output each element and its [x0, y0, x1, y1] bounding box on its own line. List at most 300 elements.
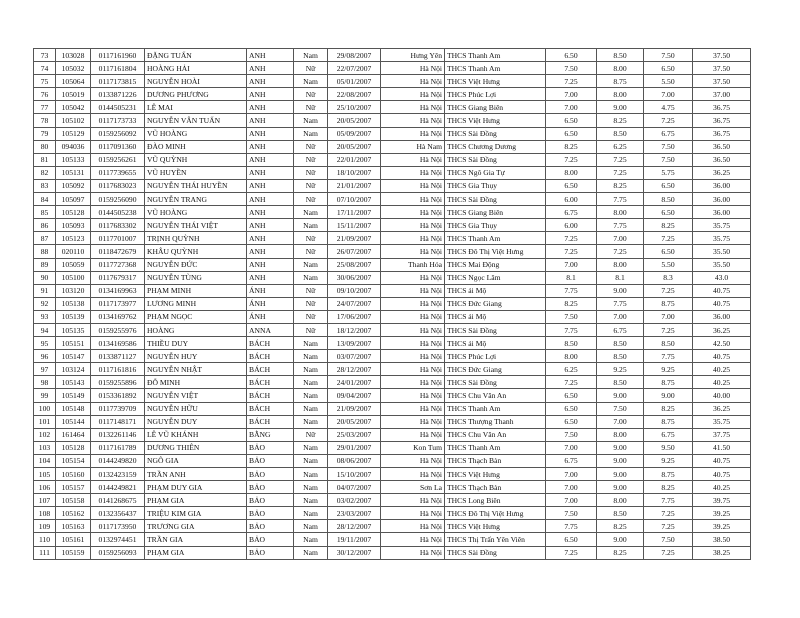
given-name-cell: ANH — [247, 75, 294, 88]
score-1-cell: 8.00 — [546, 166, 597, 179]
birth-date-cell: 25/03/2007 — [328, 428, 381, 441]
school-cell: THCS ái Mộ — [445, 337, 546, 350]
birth-date-cell: 26/07/2007 — [328, 245, 381, 258]
gender-cell: Nữ — [294, 101, 328, 114]
total-score-cell: 39.25 — [693, 507, 751, 520]
table-row — [34, 193, 751, 206]
total-score-cell: 40.25 — [693, 376, 751, 389]
candidate-id-cell: 094036 — [56, 140, 91, 153]
score-2-cell: 9.00 — [597, 441, 644, 454]
birth-date-cell: 22/08/2007 — [328, 88, 381, 101]
score-3-cell: 5.75 — [644, 166, 693, 179]
row-number-cell: 107 — [34, 494, 56, 507]
student-code-cell: 0117679317 — [91, 271, 145, 284]
surname-middle-name-cell: NGUYỄN TÙNG — [145, 271, 247, 284]
given-name-cell: BẢO — [247, 507, 294, 520]
given-name-cell: BÁCH — [247, 363, 294, 376]
score-2-cell: 8.50 — [597, 507, 644, 520]
student-code-cell: 0159255896 — [91, 376, 145, 389]
score-3-cell: 8.75 — [644, 415, 693, 428]
birthplace-cell: Hà Nội — [381, 468, 445, 481]
candidate-id-cell: 105158 — [56, 494, 91, 507]
birth-date-cell: 29/01/2007 — [328, 441, 381, 454]
gender-cell: Nam — [294, 441, 328, 454]
gender-cell: Nữ — [294, 62, 328, 75]
surname-middle-name-cell: NGUYỄN NHẬT — [145, 363, 247, 376]
birth-date-cell: 25/10/2007 — [328, 101, 381, 114]
table-row — [34, 402, 751, 415]
total-score-cell: 36.25 — [693, 402, 751, 415]
row-number-cell: 100 — [34, 402, 56, 415]
student-code-cell: 0117173950 — [91, 520, 145, 533]
candidate-id-cell: 105097 — [56, 193, 91, 206]
surname-middle-name-cell: PHẠM NGỌC — [145, 310, 247, 323]
student-code-cell: 0117161960 — [91, 49, 145, 62]
surname-middle-name-cell: NGUYỄN HUY — [145, 350, 247, 363]
surname-middle-name-cell: PHẠM GIA — [145, 494, 247, 507]
surname-middle-name-cell: NGUYỄN TRANG — [145, 193, 247, 206]
birth-date-cell: 17/06/2007 — [328, 310, 381, 323]
total-score-cell: 43.0 — [693, 271, 751, 284]
school-cell: THCS Thạch Bàn — [445, 454, 546, 467]
results-table — [33, 48, 751, 560]
school-cell: THCS Việt Hưng — [445, 114, 546, 127]
gender-cell: Nam — [294, 533, 328, 546]
birth-date-cell: 21/01/2007 — [328, 179, 381, 192]
score-2-cell: 9.25 — [597, 363, 644, 376]
surname-middle-name-cell: NGUYỄN VIỆT — [145, 389, 247, 402]
score-1-cell: 6.50 — [546, 49, 597, 62]
gender-cell: Nam — [294, 481, 328, 494]
given-name-cell: ANH — [247, 206, 294, 219]
total-score-cell: 40.25 — [693, 481, 751, 494]
birthplace-cell: Hà Nội — [381, 389, 445, 402]
student-code-cell: 0117173977 — [91, 297, 145, 310]
gender-cell: Nữ — [294, 323, 328, 336]
candidate-id-cell: 105154 — [56, 454, 91, 467]
candidate-id-cell: 105161 — [56, 533, 91, 546]
total-score-cell: 35.75 — [693, 415, 751, 428]
table-row — [34, 507, 751, 520]
gender-cell: Nam — [294, 520, 328, 533]
score-1-cell: 6.50 — [546, 179, 597, 192]
total-score-cell: 40.75 — [693, 284, 751, 297]
table-row — [34, 245, 751, 258]
gender-cell: Nữ — [294, 428, 328, 441]
school-cell: THCS ái Mộ — [445, 310, 546, 323]
score-2-cell: 8.50 — [597, 337, 644, 350]
birthplace-cell: Hà Nội — [381, 297, 445, 310]
school-cell: THCS Sài Đồng — [445, 153, 546, 166]
gender-cell: Nam — [294, 114, 328, 127]
total-score-cell: 37.00 — [693, 88, 751, 101]
student-code-cell: 0118472679 — [91, 245, 145, 258]
birthplace-cell: Hà Nội — [381, 179, 445, 192]
score-1-cell: 6.00 — [546, 193, 597, 206]
surname-middle-name-cell: LÊ VŨ KHÁNH — [145, 428, 247, 441]
score-3-cell: 8.3 — [644, 271, 693, 284]
score-2-cell: 9.00 — [597, 454, 644, 467]
school-cell: THCS Sài Đồng — [445, 323, 546, 336]
gender-cell: Nam — [294, 494, 328, 507]
table-row — [34, 179, 751, 192]
birthplace-cell: Sơn La — [381, 481, 445, 494]
candidate-id-cell: 105123 — [56, 232, 91, 245]
school-cell: THCS Thị Trấn Yên Viên — [445, 533, 546, 546]
total-score-cell: 35.50 — [693, 245, 751, 258]
given-name-cell: BẢO — [247, 454, 294, 467]
birthplace-cell: Hà Nội — [381, 428, 445, 441]
total-score-cell: 36.00 — [693, 206, 751, 219]
table-row — [34, 428, 751, 441]
table-row — [34, 140, 751, 153]
surname-middle-name-cell: VŨ HOÀNG — [145, 127, 247, 140]
birth-date-cell: 15/10/2007 — [328, 468, 381, 481]
table-row — [34, 533, 751, 546]
surname-middle-name-cell: HOÀNG — [145, 323, 247, 336]
score-1-cell: 6.50 — [546, 415, 597, 428]
row-number-cell: 85 — [34, 206, 56, 219]
surname-middle-name-cell: NGUYỄN THÁI VIỆT — [145, 219, 247, 232]
birthplace-cell: Hà Nội — [381, 245, 445, 258]
total-score-cell: 40.75 — [693, 297, 751, 310]
school-cell: THCS Mai Động — [445, 258, 546, 271]
school-cell: THCS Gia Thụy — [445, 179, 546, 192]
table-row — [34, 166, 751, 179]
school-cell: THCS Thượng Thanh — [445, 415, 546, 428]
score-2-cell: 8.1 — [597, 271, 644, 284]
candidate-id-cell: 105133 — [56, 153, 91, 166]
gender-cell: Nam — [294, 376, 328, 389]
total-score-cell: 40.25 — [693, 363, 751, 376]
surname-middle-name-cell: TRƯƠNG GIA — [145, 520, 247, 533]
surname-middle-name-cell: NGUYỄN ĐỨC — [145, 258, 247, 271]
score-1-cell: 6.50 — [546, 127, 597, 140]
row-number-cell: 97 — [34, 363, 56, 376]
score-2-cell: 6.75 — [597, 323, 644, 336]
birth-date-cell: 24/01/2007 — [328, 376, 381, 389]
score-1-cell: 7.25 — [546, 376, 597, 389]
given-name-cell: BÁCH — [247, 389, 294, 402]
given-name-cell: ANH — [247, 271, 294, 284]
surname-middle-name-cell: NGUYỄN THÁI HUYỀN — [145, 179, 247, 192]
score-1-cell: 6.50 — [546, 533, 597, 546]
score-1-cell: 7.75 — [546, 323, 597, 336]
birth-date-cell: 28/12/2007 — [328, 520, 381, 533]
row-number-cell: 81 — [34, 153, 56, 166]
score-3-cell: 7.50 — [644, 153, 693, 166]
total-score-cell: 36.75 — [693, 114, 751, 127]
birth-date-cell: 07/10/2007 — [328, 193, 381, 206]
school-cell: THCS Việt Hưng — [445, 520, 546, 533]
total-score-cell: 40.75 — [693, 350, 751, 363]
birth-date-cell: 30/06/2007 — [328, 271, 381, 284]
score-2-cell: 7.25 — [597, 166, 644, 179]
score-3-cell: 7.25 — [644, 114, 693, 127]
school-cell: THCS Thanh Am — [445, 441, 546, 454]
row-number-cell: 92 — [34, 297, 56, 310]
total-score-cell: 35.50 — [693, 258, 751, 271]
table-body — [34, 49, 751, 560]
birthplace-cell: Hà Nội — [381, 284, 445, 297]
school-cell: THCS Thanh Am — [445, 49, 546, 62]
score-2-cell: 8.75 — [597, 75, 644, 88]
surname-middle-name-cell: PHẠM DUY GIA — [145, 481, 247, 494]
row-number-cell: 77 — [34, 101, 56, 114]
score-1-cell: 7.00 — [546, 88, 597, 101]
candidate-id-cell: 105138 — [56, 297, 91, 310]
score-1-cell: 7.25 — [546, 546, 597, 559]
total-score-cell: 39.25 — [693, 520, 751, 533]
row-number-cell: 82 — [34, 166, 56, 179]
school-cell: THCS Đô Thị Việt Hưng — [445, 507, 546, 520]
birthplace-cell: Hà Nội — [381, 271, 445, 284]
candidate-id-cell: 105159 — [56, 546, 91, 559]
given-name-cell: BẰNG — [247, 428, 294, 441]
student-code-cell: 0117161816 — [91, 363, 145, 376]
surname-middle-name-cell: NGUYỄN HỮU — [145, 402, 247, 415]
school-cell: THCS Giang Biên — [445, 101, 546, 114]
gender-cell: Nam — [294, 389, 328, 402]
birthplace-cell: Hà Nội — [381, 127, 445, 140]
birthplace-cell: Hà Nội — [381, 62, 445, 75]
table-row — [34, 494, 751, 507]
student-code-cell: 0144505231 — [91, 101, 145, 114]
birth-date-cell: 30/12/2007 — [328, 546, 381, 559]
student-code-cell: 0144249820 — [91, 454, 145, 467]
birthplace-cell: Hà Nội — [381, 101, 445, 114]
school-cell: THCS Chu Văn An — [445, 389, 546, 402]
given-name-cell: ÁNH — [247, 310, 294, 323]
score-3-cell: 9.50 — [644, 441, 693, 454]
candidate-id-cell: 105128 — [56, 441, 91, 454]
gender-cell: Nam — [294, 546, 328, 559]
total-score-cell: 38.25 — [693, 546, 751, 559]
total-score-cell: 36.50 — [693, 140, 751, 153]
score-3-cell: 9.25 — [644, 363, 693, 376]
candidate-id-cell: 105093 — [56, 219, 91, 232]
score-2-cell: 9.00 — [597, 468, 644, 481]
candidate-id-cell: 103124 — [56, 363, 91, 376]
total-score-cell: 42.50 — [693, 337, 751, 350]
table-row — [34, 114, 751, 127]
score-3-cell: 9.00 — [644, 389, 693, 402]
total-score-cell: 37.50 — [693, 62, 751, 75]
student-code-cell: 0159256093 — [91, 546, 145, 559]
given-name-cell: BẢO — [247, 546, 294, 559]
student-code-cell: 0117739709 — [91, 402, 145, 415]
score-2-cell: 7.50 — [597, 402, 644, 415]
given-name-cell: BẢO — [247, 520, 294, 533]
school-cell: THCS Sài Đồng — [445, 127, 546, 140]
score-3-cell: 6.50 — [644, 206, 693, 219]
student-code-cell: 0117683302 — [91, 219, 145, 232]
candidate-id-cell: 105092 — [56, 179, 91, 192]
student-code-cell: 0132356437 — [91, 507, 145, 520]
row-number-cell: 76 — [34, 88, 56, 101]
gender-cell: Nữ — [294, 310, 328, 323]
given-name-cell: ANH — [247, 179, 294, 192]
birthplace-cell: Hà Nội — [381, 206, 445, 219]
score-1-cell: 6.50 — [546, 114, 597, 127]
given-name-cell: ANH — [247, 114, 294, 127]
gender-cell: Nam — [294, 350, 328, 363]
row-number-cell: 111 — [34, 546, 56, 559]
surname-middle-name-cell: HOÀNG HẢI — [145, 62, 247, 75]
row-number-cell: 90 — [34, 271, 56, 284]
candidate-id-cell: 105147 — [56, 350, 91, 363]
birthplace-cell: Kon Tum — [381, 441, 445, 454]
row-number-cell: 86 — [34, 219, 56, 232]
score-2-cell: 8.00 — [597, 206, 644, 219]
score-3-cell: 8.50 — [644, 337, 693, 350]
birth-date-cell: 20/05/2007 — [328, 140, 381, 153]
candidate-id-cell: 105128 — [56, 206, 91, 219]
candidate-id-cell: 105131 — [56, 166, 91, 179]
surname-middle-name-cell: TRỊNH QUỲNH — [145, 232, 247, 245]
gender-cell: Nam — [294, 271, 328, 284]
birthplace-cell: Hà Nội — [381, 402, 445, 415]
candidate-id-cell: 105102 — [56, 114, 91, 127]
score-2-cell: 8.25 — [597, 546, 644, 559]
birth-date-cell: 24/07/2007 — [328, 297, 381, 310]
row-number-cell: 95 — [34, 337, 56, 350]
surname-middle-name-cell: LƯƠNG MINH — [145, 297, 247, 310]
score-3-cell: 7.75 — [644, 350, 693, 363]
score-2-cell: 8.50 — [597, 376, 644, 389]
table-row — [34, 153, 751, 166]
score-2-cell: 8.00 — [597, 88, 644, 101]
row-number-cell: 84 — [34, 193, 56, 206]
candidate-id-cell: 105064 — [56, 75, 91, 88]
table-row — [34, 232, 751, 245]
row-number-cell: 93 — [34, 310, 56, 323]
row-number-cell: 94 — [34, 323, 56, 336]
total-score-cell: 36.00 — [693, 179, 751, 192]
score-3-cell: 9.25 — [644, 454, 693, 467]
given-name-cell: BẢO — [247, 533, 294, 546]
birthplace-cell: Hà Nội — [381, 323, 445, 336]
score-3-cell: 7.50 — [644, 533, 693, 546]
total-score-cell: 39.75 — [693, 494, 751, 507]
table-row — [34, 49, 751, 62]
given-name-cell: BẢO — [247, 481, 294, 494]
given-name-cell: ANH — [247, 219, 294, 232]
score-1-cell: 6.25 — [546, 363, 597, 376]
candidate-id-cell: 105144 — [56, 415, 91, 428]
total-score-cell: 36.50 — [693, 153, 751, 166]
gender-cell: Nữ — [294, 245, 328, 258]
surname-middle-name-cell: NGUYỄN HOÀI — [145, 75, 247, 88]
table-row — [34, 219, 751, 232]
birth-date-cell: 20/05/2007 — [328, 415, 381, 428]
total-score-cell: 41.50 — [693, 441, 751, 454]
student-code-cell: 0134169963 — [91, 284, 145, 297]
row-number-cell: 87 — [34, 232, 56, 245]
total-score-cell: 40.75 — [693, 468, 751, 481]
student-code-cell: 0134169586 — [91, 337, 145, 350]
row-number-cell: 80 — [34, 140, 56, 153]
birth-date-cell: 22/01/2007 — [328, 153, 381, 166]
given-name-cell: ANH — [247, 232, 294, 245]
score-1-cell: 8.00 — [546, 350, 597, 363]
school-cell: THCS Đức Giang — [445, 297, 546, 310]
birth-date-cell: 20/05/2007 — [328, 114, 381, 127]
birthplace-cell: Hà Nam — [381, 140, 445, 153]
score-2-cell: 9.00 — [597, 101, 644, 114]
row-number-cell: 99 — [34, 389, 56, 402]
student-code-cell: 0117173815 — [91, 75, 145, 88]
school-cell: THCS Gia Thụy — [445, 219, 546, 232]
score-3-cell: 8.25 — [644, 219, 693, 232]
score-2-cell: 9.00 — [597, 533, 644, 546]
student-code-cell: 0144505238 — [91, 206, 145, 219]
table-row — [34, 75, 751, 88]
row-number-cell: 78 — [34, 114, 56, 127]
score-3-cell: 8.75 — [644, 297, 693, 310]
birth-date-cell: 08/06/2007 — [328, 454, 381, 467]
birthplace-cell: Hưng Yên — [381, 49, 445, 62]
school-cell: THCS Sài Đồng — [445, 376, 546, 389]
birthplace-cell: Hà Nội — [381, 363, 445, 376]
score-2-cell: 8.25 — [597, 179, 644, 192]
student-code-cell: 0117161789 — [91, 441, 145, 454]
given-name-cell: ANH — [247, 127, 294, 140]
candidate-id-cell: 105129 — [56, 127, 91, 140]
score-1-cell: 7.00 — [546, 468, 597, 481]
row-number-cell: 101 — [34, 415, 56, 428]
school-cell: THCS Chu Văn An — [445, 428, 546, 441]
given-name-cell: BẢO — [247, 468, 294, 481]
score-3-cell: 6.75 — [644, 428, 693, 441]
total-score-cell: 36.25 — [693, 323, 751, 336]
birthplace-cell: Hà Nội — [381, 114, 445, 127]
score-3-cell: 5.50 — [644, 75, 693, 88]
birthplace-cell: Hà Nội — [381, 219, 445, 232]
birth-date-cell: 09/10/2007 — [328, 284, 381, 297]
given-name-cell: BÁCH — [247, 376, 294, 389]
score-1-cell: 7.00 — [546, 101, 597, 114]
row-number-cell: 79 — [34, 127, 56, 140]
surname-middle-name-cell: ĐẶNG TUẤN — [145, 49, 247, 62]
birthplace-cell: Hà Nội — [381, 337, 445, 350]
score-2-cell: 8.00 — [597, 258, 644, 271]
score-2-cell: 8.00 — [597, 428, 644, 441]
surname-middle-name-cell: ĐỖ MINH — [145, 376, 247, 389]
birthplace-cell: Hà Nội — [381, 494, 445, 507]
score-2-cell: 8.25 — [597, 114, 644, 127]
total-score-cell: 36.75 — [693, 101, 751, 114]
school-cell: THCS Ngọc Lâm — [445, 271, 546, 284]
score-2-cell: 9.00 — [597, 481, 644, 494]
student-code-cell: 0159256092 — [91, 127, 145, 140]
score-2-cell: 7.00 — [597, 310, 644, 323]
score-2-cell: 7.75 — [597, 297, 644, 310]
gender-cell: Nam — [294, 363, 328, 376]
birthplace-cell: Hà Nội — [381, 88, 445, 101]
score-3-cell: 7.50 — [644, 49, 693, 62]
birthplace-cell: Hà Nội — [381, 310, 445, 323]
row-number-cell: 96 — [34, 350, 56, 363]
row-number-cell: 102 — [34, 428, 56, 441]
candidate-id-cell: 105151 — [56, 337, 91, 350]
school-cell: THCS Thanh Am — [445, 402, 546, 415]
score-3-cell: 7.75 — [644, 494, 693, 507]
total-score-cell: 37.50 — [693, 49, 751, 62]
school-cell: THCS Giang Biên — [445, 206, 546, 219]
surname-middle-name-cell: DƯƠNG PHƯƠNG — [145, 88, 247, 101]
score-3-cell: 7.25 — [644, 284, 693, 297]
